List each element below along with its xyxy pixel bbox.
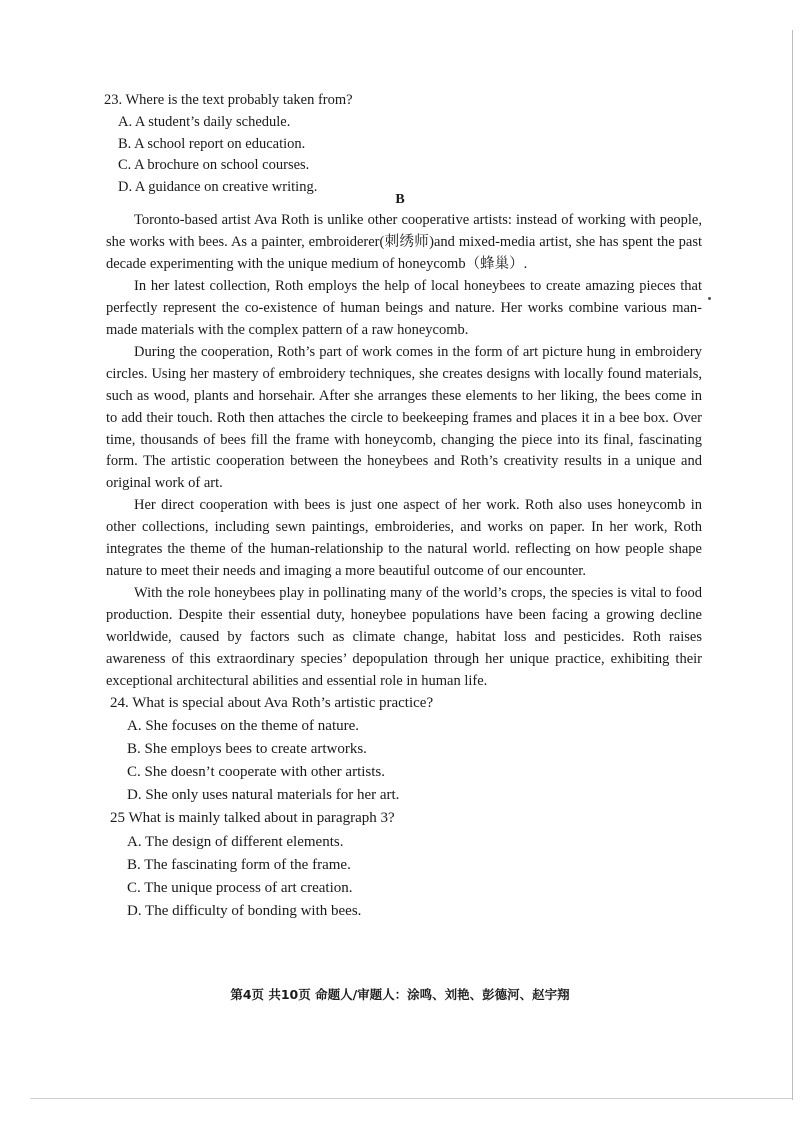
passage-paragraph-4: Her direct cooperation with bees is just one aspect of her work. Roth also uses honeycomb in other collections, including sewn paintings, embroideries, and works on paper. In her work, Roth integrates the theme of the human-relationship to the natural world. reflecting on how people shape nature to meet their needs and imaging a more beautiful outcome of our encounter. — [106, 497, 702, 580]
question-23-option-a: A. A student’s daily schedule. — [118, 113, 291, 130]
questions-24-25 — [110, 692, 710, 923]
question-25-option-a: A. The design of different elements. — [127, 833, 344, 850]
question-23-stem: 23. Where is the text probably taken from? — [104, 92, 353, 108]
question-24-option-b: B. She employs bees to create artworks. — [127, 741, 367, 758]
question-23-option-c: C. A brochure on school courses. — [118, 157, 310, 174]
question-25-stem: 25 What is mainly talked about in paragraph 3? — [110, 810, 395, 827]
passage-paragraph-3: During the cooperation, Roth’s part of work comes in the form of art picture hung in embroidery circles. Using her mastery of embroidery techniques, she creates designs with locally found materials, such as wood, plants and horsehair. After she arranges these elements to her liking, the bees come in to add their touch. Roth then attaches the circle to beekeeping frames and places it in a bee box. Over time, thousands of bees fill the frame with honeycomb, changing the piece into its final, fascinating form. The artistic cooperation between the honeybees and Roth’s creativity results in a unique and original work of art. — [106, 343, 702, 492]
question-24-option-c: C. She doesn’t cooperate with other artists. — [127, 764, 386, 781]
question-23-option-b: B. A school report on education. — [118, 135, 306, 152]
question-23-option-d: D. A guidance on creative writing. — [118, 179, 318, 196]
scan-edge-line — [792, 30, 793, 1100]
page-footer: 第4页 共10页 命题人/审题人：涂鸣、刘艳、彭德河、赵宇翔 — [230, 987, 570, 1002]
question-25-option-c: C. The unique process of art creation. — [127, 879, 353, 896]
question-24-stem: 24. What is special about Ava Roth’s artistic practice? — [110, 695, 434, 711]
question-24-option-a: A. She focuses on the theme of nature. — [127, 718, 360, 735]
section-heading: B — [395, 192, 405, 207]
scan-bottom-line — [30, 1098, 792, 1099]
passage-paragraph-1: Toronto-based artist Ava Roth is unlike other cooperative artists: instead of working with people, she works with bees. As a painter, embroiderer(刺绣师)and mixed-media artist, she has spent the past decade experimenting with the unique medium of honeycomb（蜂巢）. — [106, 212, 702, 272]
reading-passage — [106, 210, 702, 693]
scan-speck — [708, 297, 711, 300]
question-23 — [104, 90, 724, 199]
question-25-option-b: B. The fascinating form of the frame. — [127, 856, 351, 873]
passage-paragraph-5: With the role honeybees play in pollinating many of the world’s crops, the species is vital to food production. Despite their essential duty, honeybee populations have been facing a growing decline worldwide, caused by factors such as climate change, habitat loss and pesticides. Roth raises awareness of this extraordinary species’ depopulation through her unique practice, exhibiting their exceptional architectural abilities and essential role in human life. — [106, 585, 702, 690]
question-24-option-d: D. She only uses natural materials for her art. — [127, 787, 400, 804]
question-25-option-d: D. The difficulty of bonding with bees. — [127, 902, 362, 919]
passage-paragraph-2: In her latest collection, Roth employs the help of local honeybees to create amazing pieces that perfectly represent the co-existence of human beings and nature. Her works combine various man-made materials with the complex pattern of a raw honeycomb. — [106, 277, 702, 338]
